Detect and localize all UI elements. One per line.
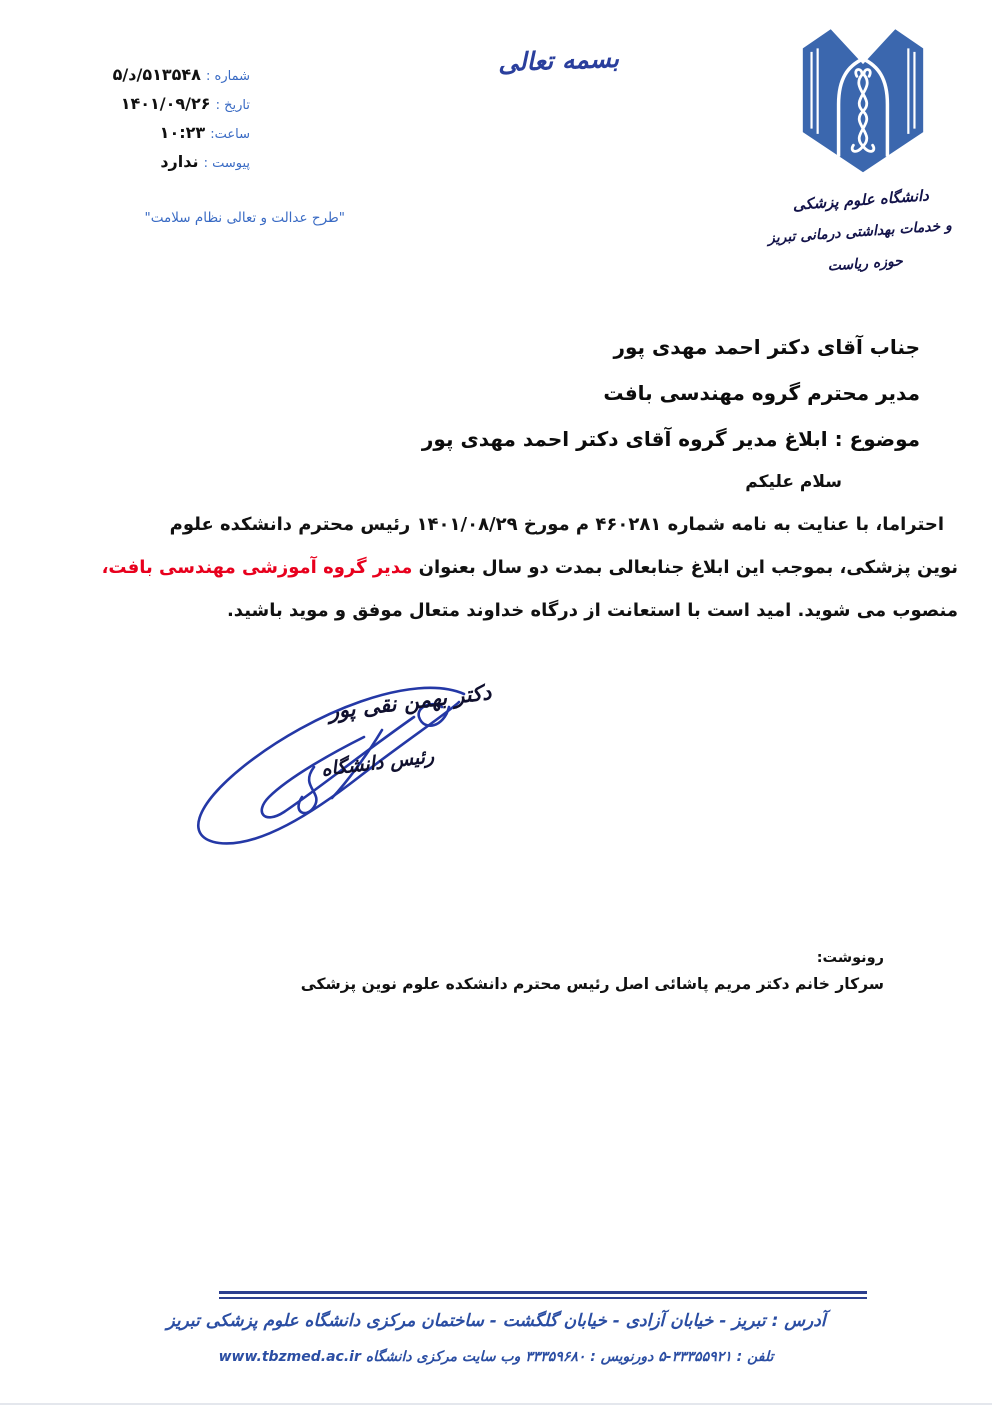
logo-caption-line3: حوزه ریاست xyxy=(827,253,904,275)
body-line-3: منصوب می شوید. امید است با استعانت از درگاه خداوند متعال موفق و موید باشید. xyxy=(226,600,958,621)
letter-time-label: ساعت: xyxy=(210,127,250,142)
footer-address-line: آدرس : تبریز - خیابان آزادی - خیابان گلگشت - ساختمان مرکزی دانشگاه علوم پزشکی تبریز xyxy=(166,1311,826,1331)
letter-body xyxy=(34,503,958,632)
cc-recipient-line: سرکار خانم دکتر مریم پاشائی اصل رئیس محترم دانشکده علوم نوین پزشکی xyxy=(300,975,884,993)
cc-label: رونوشت: xyxy=(816,950,884,966)
letter-attachment-value: ندارد xyxy=(160,152,199,171)
letter-attachment-row xyxy=(113,147,250,176)
letter-meta-block xyxy=(113,60,250,176)
recipient-role-line: مدیر محترم گروه مهندسی بافت xyxy=(603,381,920,405)
letter-number-row xyxy=(113,60,250,89)
health-system-slogan: "طرح عدالت و تعالی نظام سلامت" xyxy=(144,210,345,226)
footer-block xyxy=(100,1304,892,1372)
university-emblem-icon xyxy=(774,24,952,174)
footer-phone-line: تلفن : ۳۳۳۵۵۹۲۱-۵ دورنویس : ۳۳۳۵۹۶۸۰ وب سایت مرکزی دانشگاه www.tbzmed.ac.ir xyxy=(218,1349,774,1365)
signer-title: رئیس دانشگاه xyxy=(319,745,435,781)
letter-number-value: ۵۱۳۵۴۸/د/۵ xyxy=(112,65,201,84)
recipient-name-line: جناب آقای دکتر احمد مهدی پور xyxy=(613,335,920,359)
cc-block xyxy=(301,950,884,993)
university-logo-captions xyxy=(767,178,955,286)
greeting-line: سلام علیکم xyxy=(745,472,842,492)
recipient-block xyxy=(422,324,920,462)
signer-name: دکتر بهمن نقی پور xyxy=(327,680,493,724)
signature-block xyxy=(162,670,498,860)
logo-caption-line2: و خدمات بهداشتی درمانی تبریز xyxy=(767,217,953,247)
logo-caption-line1: دانشگاه علوم پزشکی xyxy=(792,186,930,214)
letter-time-value: ۱۰:۲۳ xyxy=(159,123,206,142)
body-line-2-black: نوین پزشکی، بموجب این ابلاغ جنابعالی بمدت دو سال بعنوان xyxy=(412,557,958,578)
letter-date-value: ۱۴۰۱/۰۹/۲۶ xyxy=(120,94,211,113)
bismillah-calligraphy: بسمه تعالی xyxy=(497,43,620,78)
letter-number-label: شماره : xyxy=(206,69,250,84)
body-line-1: احتراما، با عنایت به نامه شماره ۴۶۰۲۸۱ م مورخ ۱۴۰۱/۰۸/۲۹ رئیس محترم دانشکده علوم xyxy=(169,514,944,535)
body-line-2 xyxy=(34,546,958,589)
university-logo-block xyxy=(767,24,953,280)
letter-date-label: تاریخ : xyxy=(215,98,250,113)
footer-double-rule xyxy=(219,1291,867,1299)
letter-time-row xyxy=(113,118,250,147)
letter-date-row xyxy=(113,89,250,118)
appointment-title-red-text: مدیر گروه آموزشی مهندسی بافت، xyxy=(101,557,413,578)
subject-line: موضوع : ابلاغ مدیر گروه آقای دکتر احمد مهدی پور xyxy=(421,427,920,451)
letter-attachment-label: پیوست : xyxy=(203,156,250,171)
